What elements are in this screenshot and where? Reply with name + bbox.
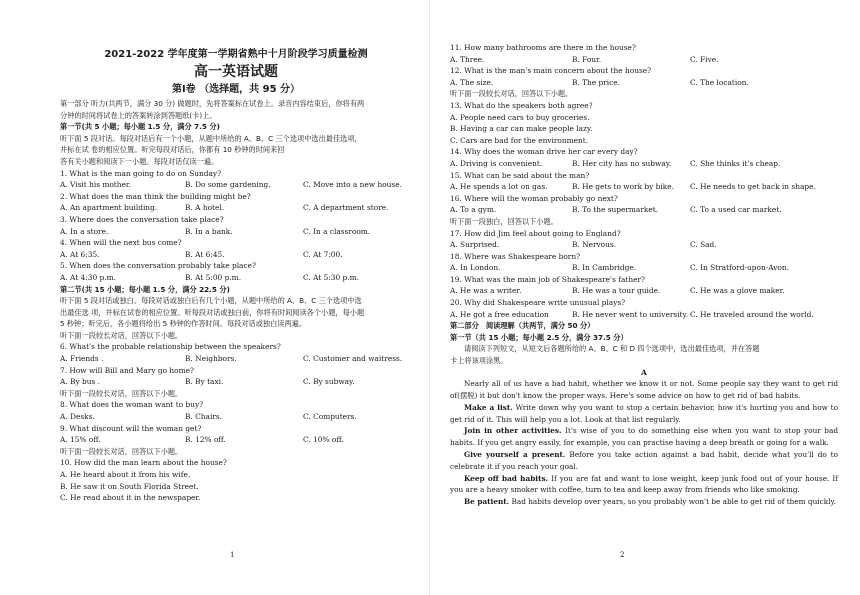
question-5: 5. When does the conversation probably take place? bbox=[60, 261, 256, 271]
paragraph-lead: Make a list. bbox=[464, 402, 513, 412]
question-11-options bbox=[450, 54, 838, 66]
option-c: C. A department store. bbox=[303, 203, 389, 213]
question-8-options bbox=[60, 411, 412, 423]
passage-label: A bbox=[641, 367, 647, 377]
option-c: C. At 7:00. bbox=[303, 249, 343, 259]
option-a: A. In London. bbox=[450, 263, 501, 273]
question-3-options bbox=[60, 226, 412, 238]
exam-title: 2021-2022 学年度第一学期省熟中十月阶段学习质量检测 bbox=[104, 49, 368, 60]
option-a: A. He heard about it from his wife. bbox=[60, 470, 191, 479]
part2-instructions-2: 卡上将该项涂黑。 bbox=[450, 356, 508, 366]
option-a: A. Friends . bbox=[60, 354, 104, 364]
question-11: 11. How many bathrooms are there in the house? bbox=[450, 43, 636, 52]
section2-instructions: 听下面 5 段对话或独白。每段对话或独白后有几个小题，从题中所给的 A、B、C 三个选项中选 bbox=[60, 296, 362, 306]
option-c: C. Move into a new house. bbox=[303, 180, 402, 190]
question-1-options bbox=[60, 179, 412, 191]
part2-section1-heading: 第一节（共 15 小题；每小题 2.5 分，满分 37.5 分） bbox=[450, 332, 628, 342]
option-a: A. People need cars to buy groceries. bbox=[450, 112, 590, 122]
passage-paragraph bbox=[450, 496, 838, 508]
question-19: 19. What was the main job of Shakespeare's father? bbox=[450, 274, 645, 284]
option-a: A. Desks. bbox=[60, 412, 95, 422]
question-16-options bbox=[450, 204, 838, 216]
option-a: A. By bus . bbox=[60, 377, 100, 387]
paragraph-body: If you are fat and want to lose weight, keep junk food out of your house. If you are a heavy smoker with coffee, turn to tea and keep away from friends who like smoking. bbox=[450, 473, 838, 495]
option-b: B. He was a tour guide. bbox=[572, 286, 661, 296]
passage-paragraph: Nearly all of us have a bad habit, whether we know it or not. Some people say they want to get rid of(摆脱) it but don't know the proper ways. Here's some advice on how to get rid of bad habits. bbox=[450, 379, 838, 401]
part2-heading: 第二部分 阅读理解（共两节，满分 50 分） bbox=[450, 321, 595, 331]
page-number: 1 bbox=[230, 551, 235, 559]
question-6: 6. What's the probable relationship between the speakers? bbox=[60, 342, 281, 352]
option-c: C. He read about it in the newspaper. bbox=[60, 493, 201, 503]
listen-prompt: 听下面一段较长对话，回答以下小题。 bbox=[60, 388, 183, 398]
question-16: 16. Where will the woman probably go next? bbox=[450, 193, 618, 203]
option-b: B. In a bank. bbox=[185, 226, 233, 236]
question-18: 18. Where was Shakespeare born? bbox=[450, 251, 581, 261]
passage-paragraph bbox=[450, 402, 838, 426]
option-a: A. Three. bbox=[450, 54, 485, 64]
section1-heading: 第一节(共 5 小题；每小题 1.5 分，满分 7.5 分) bbox=[60, 122, 220, 132]
option-a: A. An apartment building. bbox=[60, 203, 158, 213]
question-3: 3. Where does the conversation take place? bbox=[60, 214, 224, 224]
option-c: C. In Stratford-upon-Avon. bbox=[690, 263, 789, 273]
question-12-options bbox=[450, 77, 838, 89]
option-b: B. He saw it on South Florida Street. bbox=[60, 481, 199, 491]
passage-paragraph bbox=[450, 425, 838, 449]
section2-instructions-3: 5 秒钟；听完后，各小题将给出 5 秒钟的作答时间。每段对话或独白读两遍。 bbox=[60, 319, 307, 329]
question-17-options bbox=[450, 239, 838, 251]
question-19-options bbox=[450, 285, 838, 297]
option-c: C. Five. bbox=[690, 54, 719, 64]
paragraph-body: Write down why you want to stop a certain behavior, how it's hurting you and how to get rid of it. This will help you a lot. Look at that list regularly. bbox=[450, 402, 838, 424]
listen-prompt: 听下面一段较长对话，回答以下小题。 bbox=[60, 330, 183, 340]
question-14-options bbox=[450, 158, 838, 170]
option-c: C. Sad. bbox=[690, 240, 717, 250]
exam-page-2 bbox=[430, 0, 860, 595]
question-5-options bbox=[60, 272, 412, 284]
option-c: C. In a classroom. bbox=[303, 226, 371, 236]
paragraph-lead: Be patient. bbox=[464, 497, 510, 507]
part2-instructions: 请阅读下列短文，从短文后各题所给的 A、B、C 和 D 四个选项中，选出最佳选项，并在答题 bbox=[464, 344, 760, 354]
option-b: B. A hotel. bbox=[185, 203, 225, 213]
question-6-options bbox=[60, 353, 412, 365]
option-a: A. At 6:35. bbox=[60, 249, 100, 259]
option-c: C. He traveled around the world. bbox=[690, 309, 814, 319]
option-c: C. The location. bbox=[690, 77, 749, 87]
option-a: A. Visit his mother. bbox=[60, 180, 131, 190]
option-b: B. At 5:00 p.m. bbox=[185, 272, 242, 282]
option-b: B. Neighbors. bbox=[185, 354, 237, 364]
volume-title: 第Ⅰ卷 （选择题，共 95 分） bbox=[171, 84, 301, 95]
passage-paragraph bbox=[450, 449, 838, 473]
option-c: C. 10% off. bbox=[303, 435, 344, 445]
question-7-options bbox=[60, 376, 412, 388]
option-c: C. Customer and waitress. bbox=[303, 354, 403, 364]
option-a: A. Surprised. bbox=[450, 240, 500, 250]
question-17: 17. How did Jim feel about going to England? bbox=[450, 228, 621, 238]
option-a: A. Driving is convenient. bbox=[450, 158, 543, 168]
question-20: 20. Why did Shakespeare write unusual plays? bbox=[450, 298, 626, 308]
part1-heading-cont: 分钟的时间将试卷上的答案转涂到答题纸(卡)上。 bbox=[60, 110, 217, 120]
section2-heading: 第二节(共 15 小题；每小题 1.5 分，满分 22.5 分) bbox=[60, 284, 230, 294]
section1-instructions: 听下面 5 段对话。每段对话后有一个小题，从题中所给的 A、B、C 三个选项中选出最佳选项， bbox=[60, 133, 362, 143]
option-b: B. 12% off. bbox=[185, 435, 226, 445]
listen-prompt: 听下面一段较长对话，回答以下小题。 bbox=[60, 446, 183, 456]
question-15: 15. What can be said about the man? bbox=[450, 170, 590, 180]
option-b: B. Chairs. bbox=[185, 412, 222, 422]
option-b: B. By taxi. bbox=[185, 377, 224, 387]
option-a: A. At 4:30 p.m. bbox=[60, 272, 116, 282]
listen-prompt: 听下面一段独白，回答以下小题。 bbox=[450, 216, 558, 226]
question-13: 13. What do the speakers both agree? bbox=[450, 100, 593, 110]
option-c: C. By subway. bbox=[303, 377, 355, 387]
question-4: 4. When will the next bus come? bbox=[60, 238, 182, 248]
paragraph-body: Bad habits develop over years, so you probably won't be able to get rid of them quickly. bbox=[509, 497, 836, 507]
question-15-options bbox=[450, 181, 838, 193]
question-12: 12. What is the man's main concern about the house? bbox=[450, 66, 652, 76]
option-c: C. Computers. bbox=[303, 412, 357, 422]
section2-instructions-2: 出最佳选 项，并标在试卷的相应位置。听每段对话或独白前，你将有时间阅读各个小题，每小题 bbox=[60, 307, 365, 317]
section1-instructions-3: 答有关小题和阅读下一小题。每段对话仅读一遍。 bbox=[60, 156, 219, 166]
option-c: C. To a used car market. bbox=[690, 205, 782, 215]
option-c: C. She thinks it's cheap. bbox=[690, 158, 781, 168]
option-a: A. The size. bbox=[450, 77, 494, 87]
option-b: B. In Cambridge. bbox=[572, 263, 637, 273]
option-c: C. He needs to get back in shape. bbox=[690, 182, 816, 192]
option-a: A. He spends a lot on gas. bbox=[450, 182, 548, 192]
option-a: A. 15% off. bbox=[60, 435, 101, 445]
option-c: C. He was a glove maker. bbox=[690, 286, 785, 296]
question-1: 1. What is the man going to do on Sunday? bbox=[60, 168, 222, 178]
option-b: B. He never went to university. bbox=[572, 309, 689, 319]
paragraph-body: It's wise of you to do something else when you want to stop your bad habits. If you get angry easily, for example, you can practise having a deep breath or going for a walk. bbox=[450, 426, 838, 448]
paragraph-lead: Join in other activities. bbox=[464, 426, 562, 436]
option-b: B. At 6:45. bbox=[185, 249, 225, 259]
option-a: A. In a store. bbox=[60, 226, 109, 236]
question-4-options bbox=[60, 249, 412, 261]
exam-subject-title: 高一英语试题 bbox=[194, 64, 278, 80]
question-18-options bbox=[450, 262, 838, 274]
question-2-options bbox=[60, 202, 412, 214]
paragraph-body: Before you take action against a bad habit, decide what you'll do to celebrate it if you reach your goal. bbox=[450, 450, 838, 471]
question-7: 7. How will Bill and Mary go home? bbox=[60, 365, 194, 375]
page-number: 2 bbox=[620, 551, 625, 559]
option-b: B. To the supermarket. bbox=[572, 205, 659, 215]
option-b: B. Do some gardening. bbox=[185, 180, 271, 190]
option-c: C. At 5:30 p.m. bbox=[303, 272, 359, 282]
option-b: B. The price. bbox=[572, 77, 621, 87]
option-a: A. He got a free education bbox=[450, 309, 549, 319]
section1-instructions-2: 并标在试 卷的相应位置。听完每段对话后，你都有 10 秒钟的时间来回 bbox=[60, 145, 285, 155]
question-20-options bbox=[450, 309, 838, 321]
option-c: C. Cars are bad for the environment. bbox=[450, 135, 589, 145]
option-b: B. Having a car can make people lazy. bbox=[450, 124, 593, 134]
option-a: A. He was a writer. bbox=[450, 286, 522, 296]
listen-prompt: 听下面一段较长对话，回答以下小题。 bbox=[450, 89, 573, 99]
question-2: 2. What does the man think the building might be? bbox=[60, 191, 251, 201]
question-8: 8. What does the woman want to buy? bbox=[60, 400, 204, 410]
part1-heading: 第一部分 听力(共两节，满分 30 分) 做题时，先将答案标在试卷上。录音内容结束后，你将有两 bbox=[60, 99, 365, 108]
question-9-options bbox=[60, 434, 412, 446]
paragraph-lead: Give yourself a present. bbox=[464, 450, 566, 459]
option-b: B. Four. bbox=[572, 54, 602, 64]
option-b: B. Nervous. bbox=[572, 240, 617, 250]
question-10: 10. How did the man learn about the house? bbox=[60, 458, 227, 468]
passage-paragraph bbox=[450, 473, 838, 497]
paragraph-lead: Keep off bad habits. bbox=[464, 473, 549, 483]
question-9: 9. What discount will the woman get? bbox=[60, 423, 202, 433]
option-b: B. He gets to work by bike. bbox=[572, 182, 674, 192]
option-b: B. Her city has no subway. bbox=[572, 158, 672, 168]
question-14: 14. Why does the woman drive her car every day? bbox=[450, 147, 638, 157]
option-a: A. To a gym. bbox=[450, 205, 497, 215]
